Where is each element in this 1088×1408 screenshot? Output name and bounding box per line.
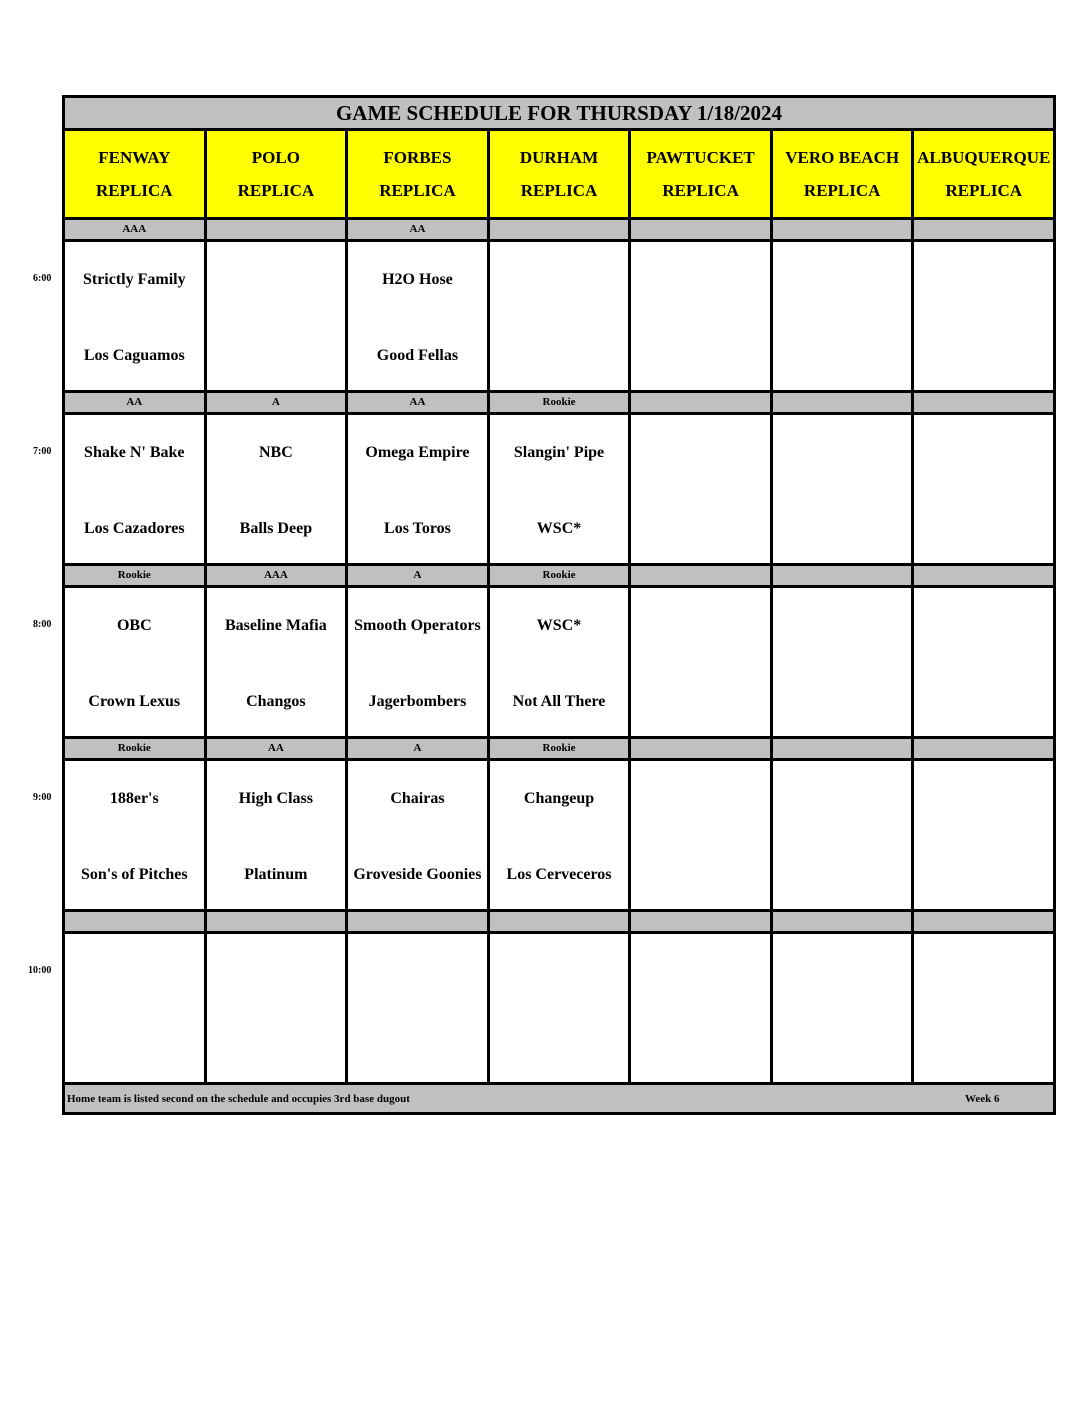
field-sub: REPLICA — [803, 181, 881, 200]
game-cell — [207, 588, 349, 736]
level-cell: A — [207, 393, 349, 412]
home-team — [631, 1025, 770, 1069]
field-name: VERO BEACH — [785, 148, 900, 167]
away-team — [914, 603, 1053, 647]
field-name: ALBUQUERQUE — [917, 148, 1051, 167]
away-team: Omega Empire — [365, 443, 470, 461]
level-cell: AAA — [207, 566, 349, 585]
away-team — [914, 776, 1053, 820]
away-team — [914, 430, 1053, 474]
game-cell — [490, 242, 632, 390]
level-row — [65, 912, 1053, 934]
away-team: H2O Hose — [382, 270, 453, 288]
level-cell — [348, 912, 490, 931]
away-team — [914, 257, 1053, 301]
away-team — [631, 776, 770, 820]
level-cell — [914, 912, 1053, 931]
schedule-title: GAME SCHEDULE FOR THURSDAY 1/18/2024 — [65, 98, 1053, 131]
away-team: Baseline Mafia — [224, 616, 327, 634]
level-cell — [631, 912, 773, 931]
game-cell — [207, 761, 349, 909]
time-label: 7:00 — [33, 446, 52, 457]
level-cell — [631, 566, 773, 585]
level-cell — [773, 220, 915, 239]
game-cell — [490, 934, 632, 1082]
home-team — [65, 1025, 204, 1069]
home-team — [490, 333, 629, 377]
game-cell — [207, 242, 349, 390]
game-cell — [631, 934, 773, 1082]
away-team: WSC* — [536, 616, 582, 634]
home-team: WSC* — [536, 519, 582, 537]
week-label: Week 6 — [965, 1093, 1000, 1105]
game-cell — [631, 588, 773, 736]
game-cell — [914, 242, 1053, 390]
level-cell: AAA — [65, 220, 207, 239]
field-name: FORBES — [383, 148, 452, 167]
away-team: High Class — [238, 789, 313, 807]
level-cell: AA — [348, 220, 490, 239]
level-cell — [773, 912, 915, 931]
level-row — [65, 220, 1053, 242]
field-name: FENWAY — [98, 148, 171, 167]
level-cell — [773, 566, 915, 585]
level-cell: AA — [207, 739, 349, 758]
level-cell: Rookie — [490, 393, 632, 412]
game-cell — [207, 934, 349, 1082]
home-team: Los Cerveceros — [506, 865, 612, 883]
away-team: Smooth Operators — [354, 616, 481, 634]
game-cell — [348, 415, 490, 563]
level-cell — [631, 739, 773, 758]
field-sub: REPLICA — [520, 181, 598, 200]
game-cell — [631, 242, 773, 390]
level-row — [65, 566, 1053, 588]
game-cell — [773, 415, 915, 563]
field-header-forbes — [348, 131, 490, 217]
game-cell — [65, 415, 207, 563]
game-cell — [773, 242, 915, 390]
field-header-fenway — [65, 131, 207, 217]
game-cell — [631, 761, 773, 909]
away-team — [490, 257, 629, 301]
away-team — [631, 257, 770, 301]
away-team: 188er's — [109, 789, 159, 807]
field-name: DURHAM — [519, 148, 599, 167]
level-cell: Rookie — [65, 566, 207, 585]
level-cell — [207, 912, 349, 931]
away-team — [914, 949, 1053, 993]
home-team — [631, 679, 770, 723]
game-cell — [65, 934, 207, 1082]
field-header-polo — [207, 131, 349, 217]
field-header-albuquerque — [914, 131, 1053, 217]
level-cell — [207, 220, 349, 239]
time-slots — [65, 220, 1053, 1085]
footer-bar — [65, 1085, 1053, 1112]
game-cell — [490, 588, 632, 736]
level-cell — [914, 739, 1053, 758]
field-name: POLO — [251, 148, 300, 167]
level-cell — [914, 220, 1053, 239]
away-team: NBC — [258, 443, 293, 461]
home-team: Good Fellas — [376, 346, 459, 364]
field-sub: REPLICA — [945, 181, 1023, 200]
level-cell — [773, 739, 915, 758]
level-cell: Rookie — [490, 566, 632, 585]
home-team — [914, 852, 1053, 896]
home-team: Los Caguamos — [83, 346, 185, 364]
game-cell — [65, 761, 207, 909]
home-team: Son's of Pitches — [80, 865, 188, 883]
home-team: Not All There — [512, 692, 606, 710]
away-team — [773, 776, 912, 820]
level-cell: A — [348, 566, 490, 585]
game-row — [65, 761, 1053, 912]
level-row — [65, 393, 1053, 415]
game-cell — [773, 588, 915, 736]
home-team: Jagerbombers — [368, 692, 467, 710]
home-team — [348, 1025, 487, 1069]
game-cell — [207, 415, 349, 563]
time-label: 6:00 — [33, 273, 52, 284]
home-team: Balls Deep — [239, 519, 313, 537]
away-team — [631, 603, 770, 647]
game-cell — [773, 934, 915, 1082]
home-team — [914, 679, 1053, 723]
home-team — [914, 333, 1053, 377]
level-cell — [490, 220, 632, 239]
game-cell — [348, 242, 490, 390]
home-team: Crown Lexus — [88, 692, 181, 710]
field-header-row — [65, 131, 1053, 220]
home-team — [207, 1025, 346, 1069]
away-team — [773, 603, 912, 647]
level-cell — [65, 912, 207, 931]
schedule-table — [62, 95, 1056, 1115]
away-team — [773, 257, 912, 301]
game-cell — [631, 415, 773, 563]
time-label: 9:00 — [33, 792, 52, 803]
field-sub: REPLICA — [662, 181, 739, 200]
game-cell — [914, 934, 1053, 1082]
game-cell — [914, 415, 1053, 563]
field-header-pawtucket — [631, 131, 773, 217]
home-team — [773, 333, 912, 377]
game-row — [65, 242, 1053, 393]
field-sub: REPLICA — [96, 181, 173, 200]
away-team: Changeup — [523, 789, 595, 807]
away-team: Chairas — [390, 789, 445, 807]
field-header-vero-beach — [773, 131, 915, 217]
game-cell — [348, 761, 490, 909]
home-team — [773, 506, 912, 550]
home-team: Changos — [246, 692, 306, 710]
home-team: Los Cazadores — [83, 519, 185, 537]
level-row — [65, 739, 1053, 761]
level-cell: Rookie — [65, 739, 207, 758]
game-cell — [490, 761, 632, 909]
level-cell: AA — [65, 393, 207, 412]
level-cell — [490, 912, 632, 931]
time-label: 8:00 — [33, 619, 52, 630]
home-team — [631, 333, 770, 377]
game-cell — [348, 934, 490, 1082]
level-cell — [914, 393, 1053, 412]
away-team: Shake N' Bake — [84, 443, 185, 461]
home-team: Groveside Goonies — [353, 865, 482, 883]
time-label: 10:00 — [28, 965, 52, 976]
away-team — [773, 430, 912, 474]
level-cell: Rookie — [490, 739, 632, 758]
away-team — [490, 949, 629, 993]
home-team: Los Toros — [384, 519, 451, 537]
away-team — [207, 949, 346, 993]
game-row — [65, 934, 1053, 1085]
game-cell — [348, 588, 490, 736]
away-team: Slangin' Pipe — [513, 443, 605, 461]
game-row — [65, 415, 1053, 566]
away-team — [773, 949, 912, 993]
game-cell — [490, 415, 632, 563]
game-cell — [65, 588, 207, 736]
field-header-durham — [490, 131, 632, 217]
away-team — [65, 949, 204, 993]
game-cell — [773, 761, 915, 909]
level-cell — [773, 393, 915, 412]
home-team — [914, 1025, 1053, 1069]
game-cell — [65, 242, 207, 390]
game-cell — [914, 588, 1053, 736]
field-sub: REPLICA — [379, 181, 456, 200]
home-team — [631, 506, 770, 550]
home-team — [490, 1025, 629, 1069]
level-cell — [914, 566, 1053, 585]
home-team — [773, 679, 912, 723]
level-cell: AA — [348, 393, 490, 412]
home-team — [207, 333, 346, 377]
field-sub: REPLICA — [237, 181, 315, 200]
away-team — [348, 949, 487, 993]
away-team: OBC — [116, 616, 152, 634]
game-row — [65, 588, 1053, 739]
level-cell — [631, 220, 773, 239]
away-team — [207, 257, 346, 301]
home-team-note: Home team is listed second on the schedule and occupies 3rd base dugout — [67, 1093, 410, 1105]
home-team — [773, 852, 912, 896]
home-team — [773, 1025, 912, 1069]
field-name: PAWTUCKET — [646, 148, 755, 167]
home-team — [914, 506, 1053, 550]
level-cell — [631, 393, 773, 412]
away-team — [631, 430, 770, 474]
away-team: Strictly Family — [82, 270, 186, 288]
away-team — [631, 949, 770, 993]
home-team: Platinum — [244, 865, 308, 883]
game-cell — [914, 761, 1053, 909]
level-cell: A — [348, 739, 490, 758]
home-team — [631, 852, 770, 896]
